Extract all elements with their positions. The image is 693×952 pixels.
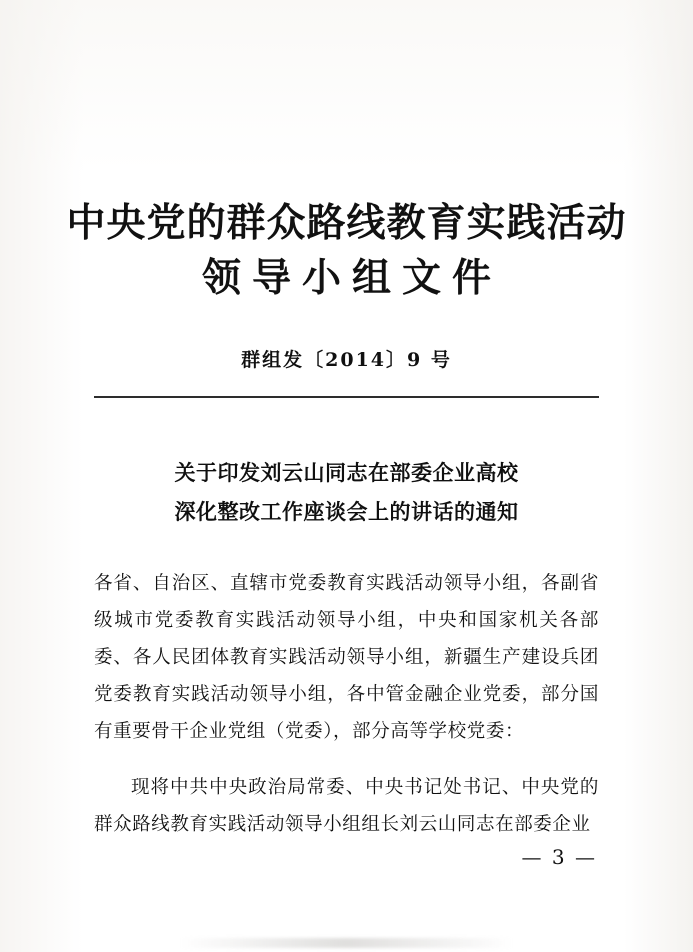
page-number: — 3 — [521,845,597,869]
masthead-line-1: 中央党的群众路线教育实践活动 [66,200,627,246]
scan-smudge [180,938,513,948]
title-line-2: 深化整改工作座谈会上的讲话的通知 [174,498,519,524]
horizontal-rule [94,396,599,398]
document-number: 群组发〔2014〕9 号 [241,348,452,371]
masthead [0,196,693,307]
title-line-1: 关于印发刘云山同志在部委企业高校 [174,459,519,485]
masthead-line-2: 领导小组文件 [201,255,502,302]
document-title [0,454,693,532]
document-body [94,565,599,843]
body-paragraph-2: 现将中共中央政治局常委、中央书记处书记、中央党的群众路线教育实践活动领导小组组长刘云山同志在部委企业 [94,776,599,835]
body-paragraph-1: 各省、自治区、直辖市党委教育实践活动领导小组，各副省级城市党委教育实践活动领导小组，中央和国家机关各部委、各人民团体教育实践活动领导小组，新疆生产建设兵团党委教育实践活动领导小组，各中管金融企业党委，部分国有重要骨干企业党组（党委），部分高等学校党委： [94,573,599,743]
